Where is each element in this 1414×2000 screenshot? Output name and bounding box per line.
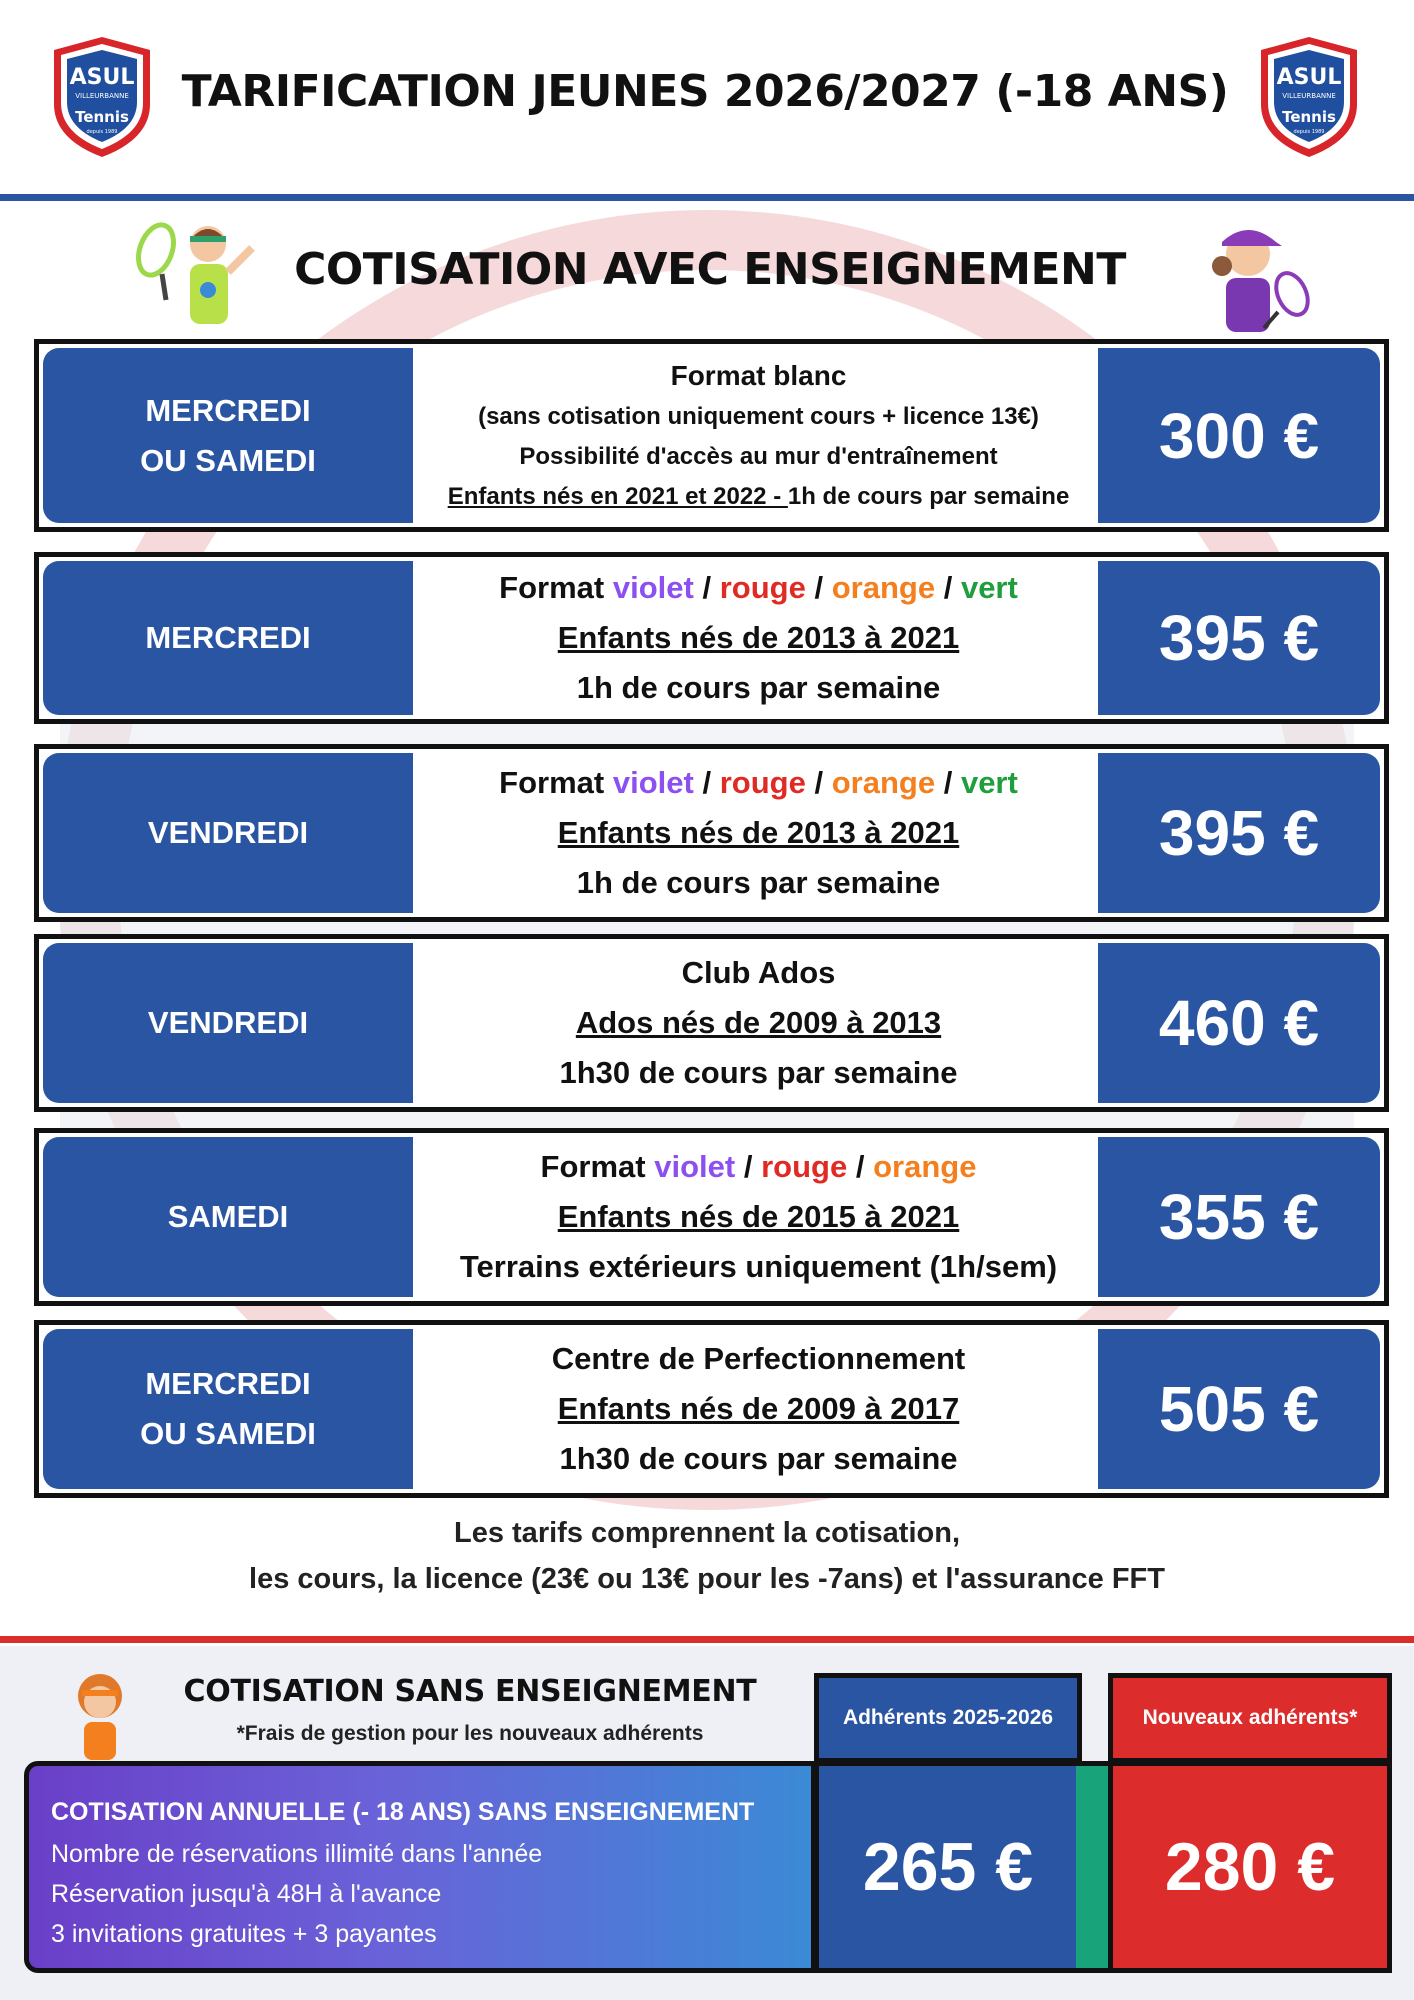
row-line: 1h de cours par semaine [576,670,941,705]
price-row-club-ados [34,934,1389,1112]
format-prefix: Format [499,570,605,605]
row-line [448,477,1070,517]
row-line: Terrains extérieurs uniquement (1h/sem) [459,1249,1058,1284]
row-day [43,943,413,1103]
row-price: 505 € [1098,1329,1380,1489]
row-format-line [541,1142,977,1192]
row-day [43,1137,413,1297]
row-line: Possibilité d'accès au mur d'entraînement [519,442,998,470]
card-title: COTISATION ANNUELLE (- 18 ANS) SANS ENSEIGNEMENT [51,1798,755,1826]
separator: / [814,765,824,800]
footnote-line: les cours, la licence (23€ ou 13€ pour les -7ans) et l'assurance FFT [249,1563,1165,1595]
svg-text:Tennis: Tennis [75,108,129,126]
svg-text:ASUL: ASUL [69,65,135,90]
svg-text:VILLEURBANNE: VILLEURBANNE [75,92,129,100]
row-format-line [499,758,1018,808]
row-description [413,1325,1104,1493]
row-line: Enfants nés de 2013 à 2021 [557,815,960,850]
separator: / [943,765,953,800]
green-separator-strip [1076,1761,1112,1973]
row-day [43,1329,413,1489]
row-line: (sans cotisation uniquement cours + licence 13€) [478,402,1039,430]
day-line: SAMEDI [167,1199,289,1235]
row-description [413,939,1104,1107]
format-prefix: Format [499,765,605,800]
row-description [413,749,1104,917]
row-day [43,561,413,715]
row-description [413,344,1104,527]
price-row-mercredi [34,552,1389,724]
format-color-orange: orange [873,1149,977,1184]
card-line: 3 invitations gratuites + 3 payantes [51,1920,437,1948]
kid-orange-headband-icon [56,1662,146,1762]
row-day [43,753,413,913]
row-line: Enfants nés de 2013 à 2021 [557,620,960,655]
day-line: VENDREDI [147,815,309,851]
section-divider [0,1636,1414,1643]
card-line: Nombre de réservations illimité dans l'année [51,1840,543,1868]
column-header-members: Adhérents 2025-2026 [814,1673,1082,1763]
day-line: MERCREDI [145,1366,311,1402]
column-header-new-members: Nouveaux adhérents* [1108,1673,1392,1763]
separator: / [702,570,712,605]
tariff-footnote [0,1510,1414,1602]
day-line: MERCREDI [145,620,311,656]
separator: / [943,570,953,605]
format-color-vert: vert [960,570,1018,605]
asul-logo-left [50,34,154,160]
separator: / [743,1149,753,1184]
row-title: Club Ados [681,955,836,990]
svg-text:ASUL: ASUL [1276,65,1342,90]
format-color-rouge: rouge [719,765,806,800]
row-price: 460 € [1098,943,1380,1103]
section-title-without-teaching: COTISATION SANS ENSEIGNEMENT [183,1674,757,1709]
format-prefix: Format [540,1149,646,1184]
row-line-rest: 1h de cours par semaine [787,482,1070,510]
boy-tennis-player-icon [122,214,282,338]
row-price: 395 € [1098,753,1380,913]
svg-text:VILLEURBANNE: VILLEURBANNE [1282,92,1336,100]
row-description [413,557,1104,719]
section-subtitle: *Frais de gestion pour les nouveaux adhérents [236,1722,704,1745]
header-divider [0,194,1414,201]
format-color-vert: vert [960,765,1018,800]
asul-logo-right [1257,34,1361,160]
footnote-line: Les tarifs comprennent la cotisation, [454,1517,960,1549]
format-color-violet: violet [612,765,694,800]
page-title: TARIFICATION JEUNES 2026/2027 (-18 ANS) [181,66,1229,117]
format-color-rouge: rouge [761,1149,848,1184]
separator: / [702,765,712,800]
separator: / [814,570,824,605]
girl-tennis-player-icon [1192,214,1332,338]
row-title: Format blanc [670,359,847,391]
price-row-samedi [34,1128,1389,1306]
price-row-centre-perfectionnement [34,1320,1389,1498]
svg-text:depuis 1989: depuis 1989 [86,129,118,135]
row-title: Centre de Perfectionnement [551,1341,966,1376]
row-line: Enfants nés de 2015 à 2021 [557,1199,960,1234]
row-price: 395 € [1098,561,1380,715]
price-new-members: 280 € [1108,1761,1392,1973]
row-line: Ados nés de 2009 à 2013 [575,1005,942,1040]
format-color-orange: orange [831,570,936,605]
svg-text:depuis 1989: depuis 1989 [1293,129,1325,135]
format-color-violet: violet [654,1149,736,1184]
row-line-underlined: Enfants nés en 2021 et 2022 - [447,482,788,510]
row-line: 1h30 de cours par semaine [559,1441,958,1476]
format-color-violet: violet [612,570,694,605]
format-color-orange: orange [831,765,936,800]
row-line: 1h de cours par semaine [576,865,941,900]
day-line: OU SAMEDI [140,1416,316,1451]
row-price: 355 € [1098,1137,1380,1297]
annual-membership-card [24,1761,816,1973]
section-title-with-teaching: COTISATION AVEC ENSEIGNEMENT [294,244,1126,295]
card-line: Réservation jusqu'à 48H à l'avance [51,1880,442,1908]
price-members: 265 € [814,1761,1082,1973]
row-line: Enfants nés de 2009 à 2017 [557,1391,960,1426]
svg-text:Tennis: Tennis [1282,108,1336,126]
format-color-rouge: rouge [719,570,806,605]
price-row-format-blanc [34,339,1389,532]
day-line: MERCREDI [145,392,311,428]
row-format-line [499,563,1018,613]
day-line: OU SAMEDI [140,442,316,478]
day-line: VENDREDI [147,1005,309,1041]
row-line: 1h30 de cours par semaine [559,1055,958,1090]
row-price: 300 € [1098,348,1380,523]
separator: / [855,1149,865,1184]
row-description [413,1133,1104,1301]
row-day [43,348,413,523]
price-row-vendredi [34,744,1389,922]
